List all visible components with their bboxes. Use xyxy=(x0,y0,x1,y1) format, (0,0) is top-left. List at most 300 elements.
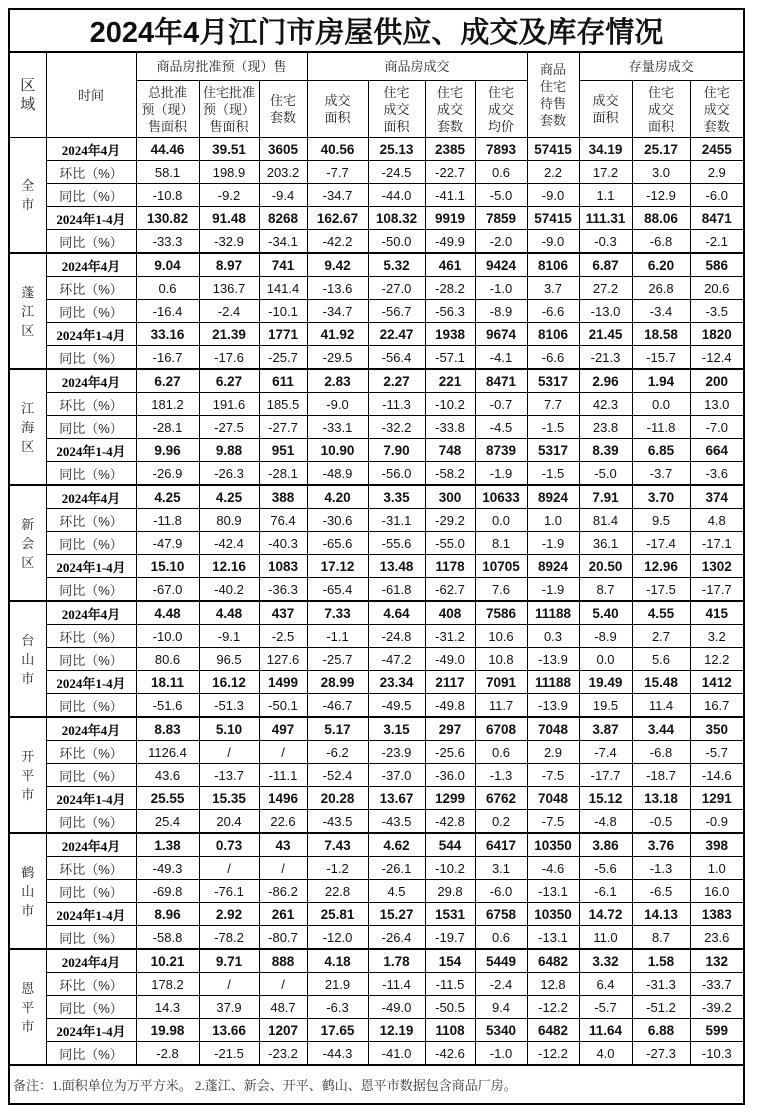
table-cell: -29.2 xyxy=(425,509,475,532)
table-cell: 10.6 xyxy=(475,625,527,648)
header-region-label: 区 域 xyxy=(20,77,36,113)
table-cell: / xyxy=(259,741,307,764)
table-cell: -13.9 xyxy=(527,694,579,718)
table-cell: 80.9 xyxy=(199,509,259,532)
table-cell: -28.1 xyxy=(136,416,199,439)
table-cell: -22.7 xyxy=(425,161,475,184)
table-cell: -6.0 xyxy=(690,184,744,207)
table-cell: -49.3 xyxy=(136,857,199,880)
table-cell: -8.9 xyxy=(579,625,632,648)
table-cell: 11.0 xyxy=(579,926,632,950)
table-cell: -40.2 xyxy=(199,578,259,602)
region-label: 江 海 区 xyxy=(9,369,46,485)
table-cell: 8739 xyxy=(475,439,527,462)
table-cell: 741 xyxy=(259,253,307,277)
table-cell: 39.51 xyxy=(199,138,259,161)
table-cell: 15.10 xyxy=(136,555,199,578)
table-cell: -13.1 xyxy=(527,880,579,903)
period-label: 2024年4月 xyxy=(46,833,136,857)
table-cell: -10.1 xyxy=(259,300,307,323)
table-cell: 0.6 xyxy=(475,926,527,950)
table-cell: 4.5 xyxy=(368,880,425,903)
header-col-3: 成交 面积 xyxy=(307,81,368,138)
table-cell: 14.13 xyxy=(632,903,690,926)
table-cell: -6.8 xyxy=(632,230,690,254)
table-cell: 6.27 xyxy=(199,369,259,393)
table-cell: -10.0 xyxy=(136,625,199,648)
table-row xyxy=(9,694,744,718)
table-cell: -5.7 xyxy=(690,741,744,764)
table-cell: 28.99 xyxy=(307,671,368,694)
period-label: 同比（%） xyxy=(46,1042,136,1066)
table-cell: 20.4 xyxy=(199,810,259,834)
period-label: 2024年4月 xyxy=(46,485,136,509)
table-cell: 3.15 xyxy=(368,717,425,741)
table-cell: 415 xyxy=(690,601,744,625)
table-cell: -13.7 xyxy=(199,764,259,787)
table-cell: 1.0 xyxy=(690,857,744,880)
table-cell: 41.92 xyxy=(307,323,368,346)
table-cell: 11.64 xyxy=(579,1019,632,1042)
header-group-second-hand: 存量房成交 xyxy=(579,52,744,81)
table-cell: 22.8 xyxy=(307,880,368,903)
table-cell: -9.0 xyxy=(527,230,579,254)
table-row xyxy=(9,996,744,1019)
table-cell: 951 xyxy=(259,439,307,462)
table-cell: 17.2 xyxy=(579,161,632,184)
table-cell: -47.9 xyxy=(136,532,199,555)
table-row xyxy=(9,230,744,254)
table-cell: 4.20 xyxy=(307,485,368,509)
table-cell: -1.9 xyxy=(527,532,579,555)
table-cell: 0.0 xyxy=(475,509,527,532)
table-cell: -51.3 xyxy=(199,694,259,718)
table-cell: -11.3 xyxy=(368,393,425,416)
table-cell: -12.0 xyxy=(307,926,368,950)
table-cell: 10.8 xyxy=(475,648,527,671)
header-time: 时间 xyxy=(46,52,136,138)
table-cell: 6762 xyxy=(475,787,527,810)
table-cell: 12.96 xyxy=(632,555,690,578)
table-cell: 8268 xyxy=(259,207,307,230)
housing-supply-table xyxy=(8,8,745,1105)
header-col-10: 住宅 成交 套数 xyxy=(690,81,744,138)
table-cell: -34.1 xyxy=(259,230,307,254)
table-cell: -1.5 xyxy=(527,416,579,439)
table-cell: -44.0 xyxy=(368,184,425,207)
table-row xyxy=(9,346,744,370)
table-cell: -7.5 xyxy=(527,810,579,834)
table-cell: 4.48 xyxy=(136,601,199,625)
table-cell: 9.5 xyxy=(632,509,690,532)
table-cell: 36.1 xyxy=(579,532,632,555)
table-cell: 57415 xyxy=(527,207,579,230)
table-cell: -6.6 xyxy=(527,346,579,370)
table-cell: 12.2 xyxy=(690,648,744,671)
table-cell: -23.9 xyxy=(368,741,425,764)
table-cell: -10.2 xyxy=(425,393,475,416)
table-cell: -7.4 xyxy=(579,741,632,764)
table-cell: -13.1 xyxy=(527,926,579,950)
table-cell: -7.0 xyxy=(690,416,744,439)
table-cell: -34.7 xyxy=(307,300,368,323)
table-cell: -5.7 xyxy=(579,996,632,1019)
table-cell: 1.58 xyxy=(632,949,690,973)
period-label: 同比（%） xyxy=(46,230,136,254)
table-cell: 1083 xyxy=(259,555,307,578)
table-cell: -65.4 xyxy=(307,578,368,602)
table-cell: 23.8 xyxy=(579,416,632,439)
table-cell: 461 xyxy=(425,253,475,277)
table-cell: 2455 xyxy=(690,138,744,161)
table-cell: -52.4 xyxy=(307,764,368,787)
table-cell: -1.2 xyxy=(307,857,368,880)
table-row xyxy=(9,555,744,578)
table-row xyxy=(9,973,744,996)
table-cell: 1771 xyxy=(259,323,307,346)
table-cell: -10.2 xyxy=(425,857,475,880)
period-label: 同比（%） xyxy=(46,880,136,903)
table-cell: 12.8 xyxy=(527,973,579,996)
table-row xyxy=(9,184,744,207)
table-cell: 2117 xyxy=(425,671,475,694)
table-cell: 15.27 xyxy=(368,903,425,926)
table-cell: 2.27 xyxy=(368,369,425,393)
table-cell: -21.5 xyxy=(199,1042,259,1066)
table-cell: 88.06 xyxy=(632,207,690,230)
table-cell: -26.4 xyxy=(368,926,425,950)
table-cell: 22.6 xyxy=(259,810,307,834)
table-cell: -31.2 xyxy=(425,625,475,648)
table-row xyxy=(9,810,744,834)
table-cell: -55.0 xyxy=(425,532,475,555)
table-cell: 44.46 xyxy=(136,138,199,161)
period-label: 2024年4月 xyxy=(46,949,136,973)
table-cell: 22.47 xyxy=(368,323,425,346)
table-cell: 748 xyxy=(425,439,475,462)
table-cell: 6758 xyxy=(475,903,527,926)
period-label: 同比（%） xyxy=(46,346,136,370)
table-row xyxy=(9,161,744,184)
table-cell: 17.12 xyxy=(307,555,368,578)
period-label: 环比（%） xyxy=(46,509,136,532)
table-cell: -0.3 xyxy=(579,230,632,254)
table-cell: -15.7 xyxy=(632,346,690,370)
table-cell: 599 xyxy=(690,1019,744,1042)
table-cell: 8924 xyxy=(527,555,579,578)
period-label: 环比（%） xyxy=(46,741,136,764)
table-cell: 6.88 xyxy=(632,1019,690,1042)
table-cell: 132 xyxy=(690,949,744,973)
table-cell: -67.0 xyxy=(136,578,199,602)
table-cell: 1178 xyxy=(425,555,475,578)
table-cell: 25.55 xyxy=(136,787,199,810)
table-cell: 1.94 xyxy=(632,369,690,393)
table-cell: -27.5 xyxy=(199,416,259,439)
table-cell: 9.71 xyxy=(199,949,259,973)
table-cell: 154 xyxy=(425,949,475,973)
table-cell: 3.86 xyxy=(579,833,632,857)
table-cell: 1820 xyxy=(690,323,744,346)
table-cell: -7.5 xyxy=(527,764,579,787)
table-cell: -26.9 xyxy=(136,462,199,486)
table-row xyxy=(9,509,744,532)
table-cell: 16.0 xyxy=(690,880,744,903)
table-cell: -2.4 xyxy=(199,300,259,323)
table-cell: 6.4 xyxy=(579,973,632,996)
table-cell: 0.6 xyxy=(475,741,527,764)
table-cell: -6.2 xyxy=(307,741,368,764)
table-cell: 10350 xyxy=(527,833,579,857)
period-label: 2024年4月 xyxy=(46,253,136,277)
footnote: 备注：1.面积单位为万平方米。 2.蓬江、新会、开平、鹤山、恩平市数据包含商品厂房。 xyxy=(9,1065,744,1104)
table-cell: -56.3 xyxy=(425,300,475,323)
table-cell: 3.0 xyxy=(632,161,690,184)
table-cell: 15.35 xyxy=(199,787,259,810)
table-cell: -1.0 xyxy=(475,1042,527,1066)
table-cell: -13.0 xyxy=(579,300,632,323)
table-cell: 5.32 xyxy=(368,253,425,277)
table-cell: 300 xyxy=(425,485,475,509)
header-col-0: 总批准 预（现） 售面积 xyxy=(136,81,199,138)
table-cell: 58.1 xyxy=(136,161,199,184)
table-cell: 6.20 xyxy=(632,253,690,277)
table-cell: 6417 xyxy=(475,833,527,857)
table-cell: 2.7 xyxy=(632,625,690,648)
table-cell: -17.7 xyxy=(690,578,744,602)
table-cell: 0.0 xyxy=(579,648,632,671)
table-cell: 25.17 xyxy=(632,138,690,161)
table-cell: -32.9 xyxy=(199,230,259,254)
table-cell: 13.66 xyxy=(199,1019,259,1042)
table-cell: 12.16 xyxy=(199,555,259,578)
table-cell: 7.33 xyxy=(307,601,368,625)
table-cell: 8.1 xyxy=(475,532,527,555)
period-label: 同比（%） xyxy=(46,694,136,718)
period-label: 同比（%） xyxy=(46,532,136,555)
table-cell: -34.7 xyxy=(307,184,368,207)
table-cell: 2.2 xyxy=(527,161,579,184)
table-cell: 1383 xyxy=(690,903,744,926)
header-col-7: 商品 住宅 待售 套数 xyxy=(527,52,579,138)
period-label: 同比（%） xyxy=(46,648,136,671)
table-cell: -33.7 xyxy=(690,973,744,996)
table-cell: -56.4 xyxy=(368,346,425,370)
table-cell: 6708 xyxy=(475,717,527,741)
table-cell: 7.6 xyxy=(475,578,527,602)
table-cell: -42.2 xyxy=(307,230,368,254)
table-cell: -41.0 xyxy=(368,1042,425,1066)
table-cell: 8.7 xyxy=(579,578,632,602)
table-cell: -9.1 xyxy=(199,625,259,648)
table-row xyxy=(9,323,744,346)
table-cell: 9.96 xyxy=(136,439,199,462)
table-cell: 76.4 xyxy=(259,509,307,532)
table-row xyxy=(9,1019,744,1042)
table-cell: 34.19 xyxy=(579,138,632,161)
table-cell: -12.2 xyxy=(527,996,579,1019)
table-cell: -80.7 xyxy=(259,926,307,950)
table-cell: -11.1 xyxy=(259,764,307,787)
table-cell: -36.3 xyxy=(259,578,307,602)
table-cell: 10.21 xyxy=(136,949,199,973)
table-cell: -41.1 xyxy=(425,184,475,207)
table-cell: 25.13 xyxy=(368,138,425,161)
table-cell: 2.9 xyxy=(690,161,744,184)
period-label: 同比（%） xyxy=(46,462,136,486)
table-cell: -1.3 xyxy=(632,857,690,880)
period-label: 2024年1-4月 xyxy=(46,439,136,462)
table-cell: -50.1 xyxy=(259,694,307,718)
table-cell: -26.3 xyxy=(199,462,259,486)
table-cell: 80.6 xyxy=(136,648,199,671)
table-cell: -69.8 xyxy=(136,880,199,903)
period-label: 2024年1-4月 xyxy=(46,1019,136,1042)
table-cell: -56.7 xyxy=(368,300,425,323)
table-cell: 43 xyxy=(259,833,307,857)
header-col-8: 成交 面积 xyxy=(579,81,632,138)
table-cell: -1.1 xyxy=(307,625,368,648)
table-row xyxy=(9,671,744,694)
period-label: 环比（%） xyxy=(46,973,136,996)
table-cell: -31.3 xyxy=(632,973,690,996)
region-label: 开 平 市 xyxy=(9,717,46,833)
table-cell: 0.6 xyxy=(136,277,199,300)
table-cell: 8.96 xyxy=(136,903,199,926)
table-cell: 8106 xyxy=(527,253,579,277)
table-cell: -43.5 xyxy=(368,810,425,834)
table-cell: 20.6 xyxy=(690,277,744,300)
table-cell: -49.5 xyxy=(368,694,425,718)
table-cell: 1499 xyxy=(259,671,307,694)
table-cell: -49.0 xyxy=(425,648,475,671)
table-cell: -0.7 xyxy=(475,393,527,416)
table-cell: 1.1 xyxy=(579,184,632,207)
table-cell: -42.4 xyxy=(199,532,259,555)
table-cell: -6.0 xyxy=(475,880,527,903)
table-cell: -6.6 xyxy=(527,300,579,323)
table-cell: -12.9 xyxy=(632,184,690,207)
table-cell: -19.7 xyxy=(425,926,475,950)
table-cell: 15.12 xyxy=(579,787,632,810)
table-cell: 7091 xyxy=(475,671,527,694)
table-cell: -10.3 xyxy=(690,1042,744,1066)
table-cell: -12.2 xyxy=(527,1042,579,1066)
table-cell: -8.9 xyxy=(475,300,527,323)
table-cell: -57.1 xyxy=(425,346,475,370)
table-cell: 29.8 xyxy=(425,880,475,903)
period-label: 2024年1-4月 xyxy=(46,323,136,346)
table-cell: -12.4 xyxy=(690,346,744,370)
table-cell: -37.0 xyxy=(368,764,425,787)
table-cell: 497 xyxy=(259,717,307,741)
table-cell: 141.4 xyxy=(259,277,307,300)
table-cell: -36.0 xyxy=(425,764,475,787)
table-cell: 23.34 xyxy=(368,671,425,694)
table-cell: 10633 xyxy=(475,485,527,509)
period-label: 同比（%） xyxy=(46,578,136,602)
table-cell: 127.6 xyxy=(259,648,307,671)
table-cell: -6.5 xyxy=(632,880,690,903)
table-cell: 5449 xyxy=(475,949,527,973)
table-cell: 178.2 xyxy=(136,973,199,996)
table-cell: -46.7 xyxy=(307,694,368,718)
table-cell: 10.90 xyxy=(307,439,368,462)
table-cell: 7048 xyxy=(527,717,579,741)
table-cell: -18.7 xyxy=(632,764,690,787)
period-label: 2024年1-4月 xyxy=(46,671,136,694)
table-cell: 1302 xyxy=(690,555,744,578)
table-cell: 2385 xyxy=(425,138,475,161)
table-cell: -1.5 xyxy=(527,462,579,486)
period-label: 同比（%） xyxy=(46,764,136,787)
table-cell: 0.6 xyxy=(475,161,527,184)
table-cell: 15.48 xyxy=(632,671,690,694)
table-cell: -33.1 xyxy=(307,416,368,439)
table-row xyxy=(9,416,744,439)
table-cell: 350 xyxy=(690,717,744,741)
table-cell: 9.42 xyxy=(307,253,368,277)
table-cell: 37.9 xyxy=(199,996,259,1019)
table-row xyxy=(9,532,744,555)
table-cell: -31.1 xyxy=(368,509,425,532)
table-cell: -4.6 xyxy=(527,857,579,880)
table-row xyxy=(9,764,744,787)
table-cell: 14.3 xyxy=(136,996,199,1019)
period-label: 2024年1-4月 xyxy=(46,787,136,810)
period-label: 同比（%） xyxy=(46,996,136,1019)
table-cell: 1207 xyxy=(259,1019,307,1042)
table-cell: 19.98 xyxy=(136,1019,199,1042)
table-cell: 4.8 xyxy=(690,509,744,532)
region-label: 全 市 xyxy=(9,138,46,254)
table-row xyxy=(9,439,744,462)
table-cell: -2.8 xyxy=(136,1042,199,1066)
table-cell: 13.0 xyxy=(690,393,744,416)
table-cell: -50.0 xyxy=(368,230,425,254)
table-cell: -16.4 xyxy=(136,300,199,323)
table-cell: 9.04 xyxy=(136,253,199,277)
table-cell: 8471 xyxy=(690,207,744,230)
table-cell: 25.81 xyxy=(307,903,368,926)
table-cell: -25.6 xyxy=(425,741,475,764)
table-cell: -17.7 xyxy=(579,764,632,787)
table-cell: -49.0 xyxy=(368,996,425,1019)
table-row xyxy=(9,393,744,416)
table-cell: 1291 xyxy=(690,787,744,810)
table-cell: 57415 xyxy=(527,138,579,161)
table-cell: 9.4 xyxy=(475,996,527,1019)
table-cell: -48.9 xyxy=(307,462,368,486)
table-cell: -33.8 xyxy=(425,416,475,439)
table-row xyxy=(9,578,744,602)
table-cell: -56.0 xyxy=(368,462,425,486)
table-cell: -11.4 xyxy=(368,973,425,996)
table-cell: 43.6 xyxy=(136,764,199,787)
table-cell: 1531 xyxy=(425,903,475,926)
period-label: 环比（%） xyxy=(46,161,136,184)
table-cell: 4.18 xyxy=(307,949,368,973)
table-cell: 261 xyxy=(259,903,307,926)
table-cell: 8.7 xyxy=(632,926,690,950)
table-cell: 21.39 xyxy=(199,323,259,346)
table-cell: -6.8 xyxy=(632,741,690,764)
table-cell: 198.9 xyxy=(199,161,259,184)
table-cell: 5.17 xyxy=(307,717,368,741)
table-cell: -9.0 xyxy=(527,184,579,207)
table-cell: 611 xyxy=(259,369,307,393)
table-cell: -44.3 xyxy=(307,1042,368,1066)
